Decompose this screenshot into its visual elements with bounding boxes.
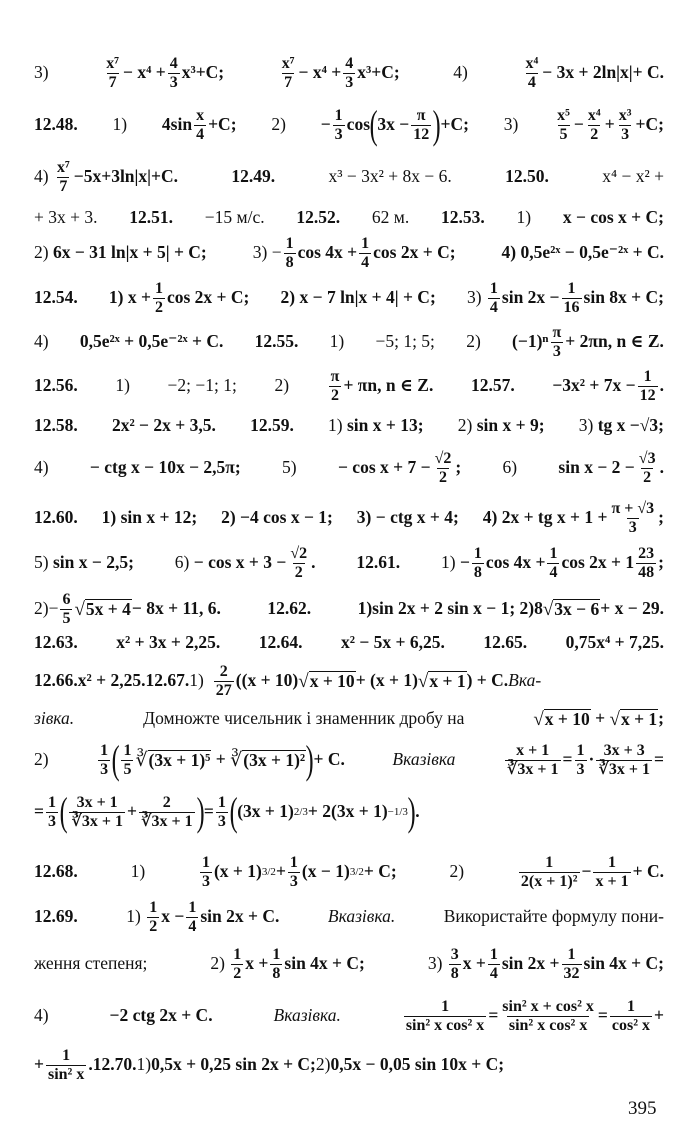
- answer-line-16: зівка. Домножте чисельник і знаменник дробу на √ x + 10 + √ x + 1 ;: [34, 708, 664, 730]
- page-number: 395: [628, 1098, 657, 1119]
- answer-line-23: + $\frac{1}{\text{sin² x}}$ . 12.70. 1) 0,5x + 0,25 sin 2x + C; 2) 0,5x − 0,05 sin 10x + C;: [34, 1046, 505, 1083]
- answer-line-6: 12.54. 1) x + $\frac{1}{2}$ cos 2x + C; 2) x − 7 ln|x + 4| + C; 3) 1 4 sin 2x − $\frac{1}{16}$ sin 8x + C;: [34, 279, 664, 316]
- answer-line-9: 12.58. 2x² − 2x + 3,5. 12.59. 1) sin x + 13; 2) sin x + 9; 3) tg x − √3 ;: [34, 415, 664, 436]
- answer-line-2: 12.48. 1) 4sin x 4 +C; 2) − $\frac{1}{3}$ cos ( 3x − $\frac{\pi}{12}$ ) +C; 3) x⁵ 5 − $\frac{\text{x⁴}}{2}$ + $\frac{\text{x³}}{3}$ +C;: [34, 102, 664, 147]
- answer-line-1: 3) x⁷ 7 − x⁴ + $\frac{4}{3}$ x³ +C; x⁷ 7 − x⁴ + $\frac{4}{3}$ x³ +C; 4) x⁴ 4 − 3x + 2ln|x|+ C.: [34, 54, 664, 91]
- answer-line-17: 2) 1 3 ( 1 5 ∛ (3x + 1)⁵ + ∛ (3x + 1)² ) + C. Вказівка $\frac{x + 1}{∛3x + 1}$ = $\frac{1}{3}$ · $\frac{3x + 3}{∛3x + 1}$ =: [34, 737, 664, 782]
- answer-line-10: 4) − ctg x − 10x − 2,5π; 5) − cos x + 7 − $\frac{√2}{2}$ ; 6) sin x − 2 − $\frac{√3}{2}$ .: [34, 449, 664, 486]
- answer-line-4: + 3x + 3. 12.51. −15 м/с. 12.52. 62 м. 12.53. 1) x − cos x + C;: [34, 207, 664, 228]
- answer-line-19: 12.68. 1) 1 3 (x + 1) 3/2 + $\frac{1}{3}$ (x − 1) 3/2 + C; 2) 1 2(x + 1)² − $\frac{1}{x + 1}$ + C.: [34, 853, 664, 890]
- answer-line-13: 2)− $\frac{6}{5}$ √ 5x + 4 − 8x + 11, 6. 12.62. 1)sin 2x + 2 sin x − 1; 2)8 √ 3x − 6 + x − 29.: [34, 590, 664, 627]
- answer-line-14: 12.63. x² + 3x + 2,25. 12.64. x² − 5x + 6,25. 12.65. 0,75x⁴ + 7,25.: [34, 632, 664, 653]
- answer-line-3: 4) x⁷ 7 −5x+3ln|x|+C. 12.49. x³ − 3x² + 8x − 6. 12.50. x⁴ − x² +: [34, 158, 664, 195]
- item-number: 3): [34, 62, 49, 83]
- answer-line-18: = $\frac{1}{3}$ ( 3x + 1 ∛3x + 1 + $\frac{2}{∛3x + 1}$ ) = $\frac{1}{3}$ ( (3x + 1) 2/3 + 2(3x + 1) −1/3 ) .: [34, 789, 420, 834]
- answer-line-22: 4) −2 ctg 2x + C. Вказівка. $\frac{1}{\text{sin² x cos² x}}$ = $\frac{\text{sin² x + cos² x}}{\text{sin² x cos² x}}$ = $\frac{1}{\text{cos² x}}$ +: [34, 997, 664, 1034]
- item-number: 4): [453, 62, 468, 83]
- answer-line-15: 12.66. x² + 2,25. 12.67. 1) 2 27 ((x + 10) √ x + 10 + (x + 1) √ x + 1 ) + C. Вка-: [34, 662, 542, 699]
- answer-line-11: 12.60. 1) sin x + 12; 2) −4 cos x − 1; 3) − ctg x + 4; 4) 2x + tg x + 1 + $\frac{\pi + √3}{3}$ ;: [34, 499, 664, 536]
- answer-line-8: 12.56. 1) −2; −1; 1; 2) π 2 + πn, n ∈ Z. 12.57. −3x² + 7x − $\frac{1}{12}$ .: [34, 367, 664, 404]
- answer-line-7: 4) 0,5e²ˣ + 0,5e⁻²ˣ + C. 12.55. 1) −5; 1; 5; 2) (−1)ⁿ π 3 + 2πn, n ∈ Z.: [34, 323, 664, 360]
- answer-line-12: 5) sin x − 2,5; 6) − cos x + 3 − $\frac{√2}{2}$ . 12.61. 1) − $\frac{1}{8}$ cos 4x + $\frac{1}{4}$ cos 2x + 1 23 48 ;: [34, 544, 664, 581]
- answer-line-21: ження степеня; 2) 1 2 x + $\frac{1}{8}$ sin 4x + C; 3) 3 8 x + $\frac{1}{4}$ sin 2x + $\frac{1}{32}$ sin 4x + C;: [34, 945, 664, 982]
- problem-number: 12.48.: [34, 114, 78, 135]
- answer-line-5: 2) 6x − 31 ln|x + 5| + C; 3) − $\frac{1}{8}$ cos 4x + $\frac{1}{4}$ cos 2x + C; 4) 0,5e²ˣ − 0,5e⁻²ˣ + C.: [34, 234, 664, 271]
- answer-line-20: 12.69. 1) 1 2 x − $\frac{1}{4}$ sin 2x + C. Вказівка. Використайте формулу пони-: [34, 898, 664, 935]
